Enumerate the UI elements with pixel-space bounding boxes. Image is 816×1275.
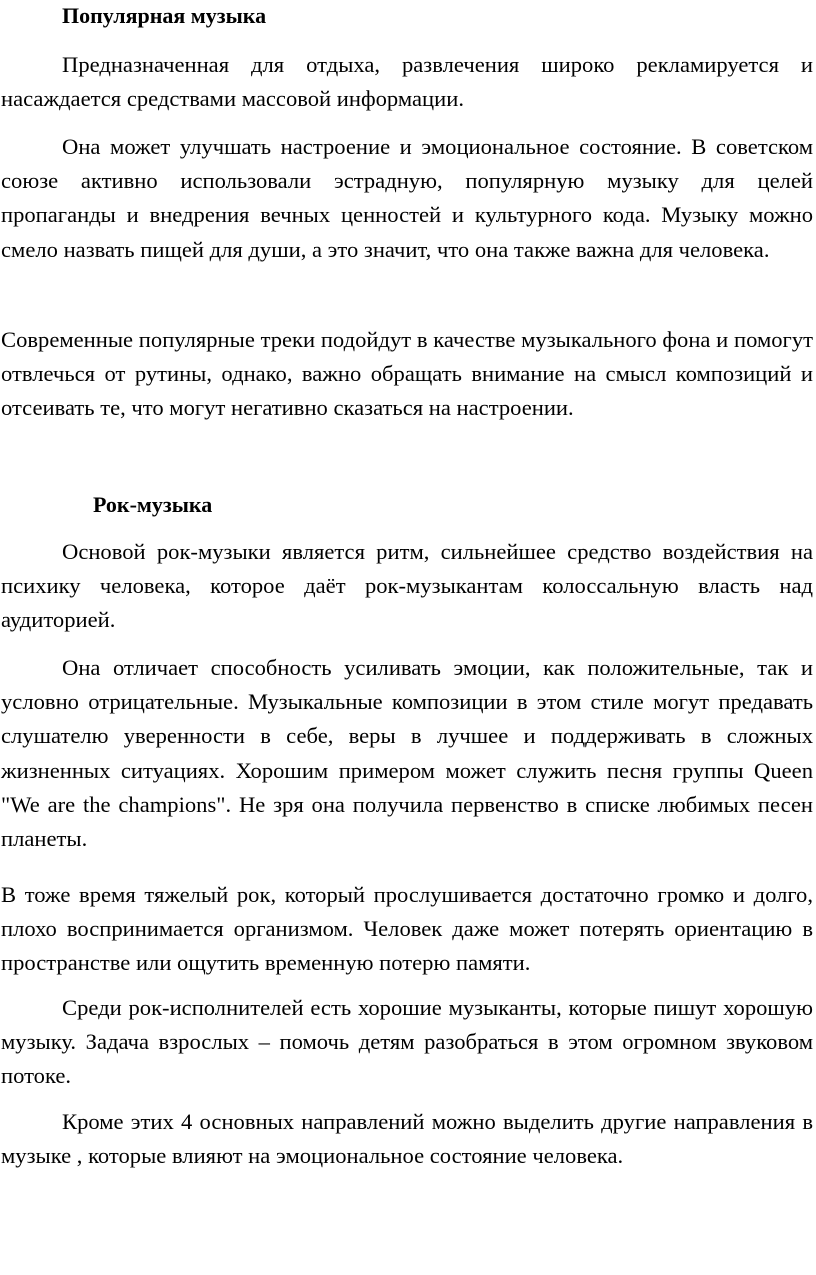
- paragraph: Она может улучшать настроение и эмоциональное состояние. В советском союзе активно использовали эстрадную, популярную музыку для целей пропаганды и внедрения вечных ценностей и культурного кода. Музыку можно смело назвать пищей для души, а это значит, что она также важна для человека.: [1, 134, 813, 262]
- paragraph: В тоже время тяжелый рок, который прослушивается достаточно громко и долго, плохо воспринимается организмом. Человек даже может потерять ориентацию в пространстве или ощутить временную потерю памяти.: [1, 882, 813, 976]
- paragraph: Среди рок-исполнителей есть хорошие музыканты, которые пишут хорошую музыку. Задача взрослых – помочь детям разобраться в этом огромном звуковом потоке.: [1, 995, 813, 1089]
- paragraph: Основой рок-музыки является ритм, сильнейшее средство воздействия на психику человека, которое даёт рок-музыкантам колоссальную власть над аудиторией.: [1, 539, 813, 633]
- paragraph: Современные популярные треки подойдут в качестве музыкального фона и помогут отвлечься от рутины, однако, важно обращать внимание на смысл композиций и отсеивать те, что могут негативно сказаться на настроении.: [1, 327, 813, 421]
- paragraph: Кроме этих 4 основных направлений можно выделить другие направления в музыке , которые влияют на эмоциональное состояние человека.: [1, 1109, 813, 1169]
- section-heading-rock-music: Рок-музыка: [93, 492, 213, 517]
- section-heading-popular-music: Популярная музыка: [62, 3, 267, 28]
- paragraph: Она отличает способность усиливать эмоции, как положительные, так и условно отрицательные. Музыкальные композиции в этом стиле могут предавать слушателю уверенности в себе, веры в лучшее и поддерживать в сложных жизненных ситуациях. Хорошим примером может служить песня группы Queen "We are the champions". Не зря она получила первенство в списке любимых песен планеты.: [1, 655, 813, 852]
- paragraph: Предназначенная для отдыха, развлечения широко рекламируется и насаждается средствами массовой информации.: [1, 52, 813, 112]
